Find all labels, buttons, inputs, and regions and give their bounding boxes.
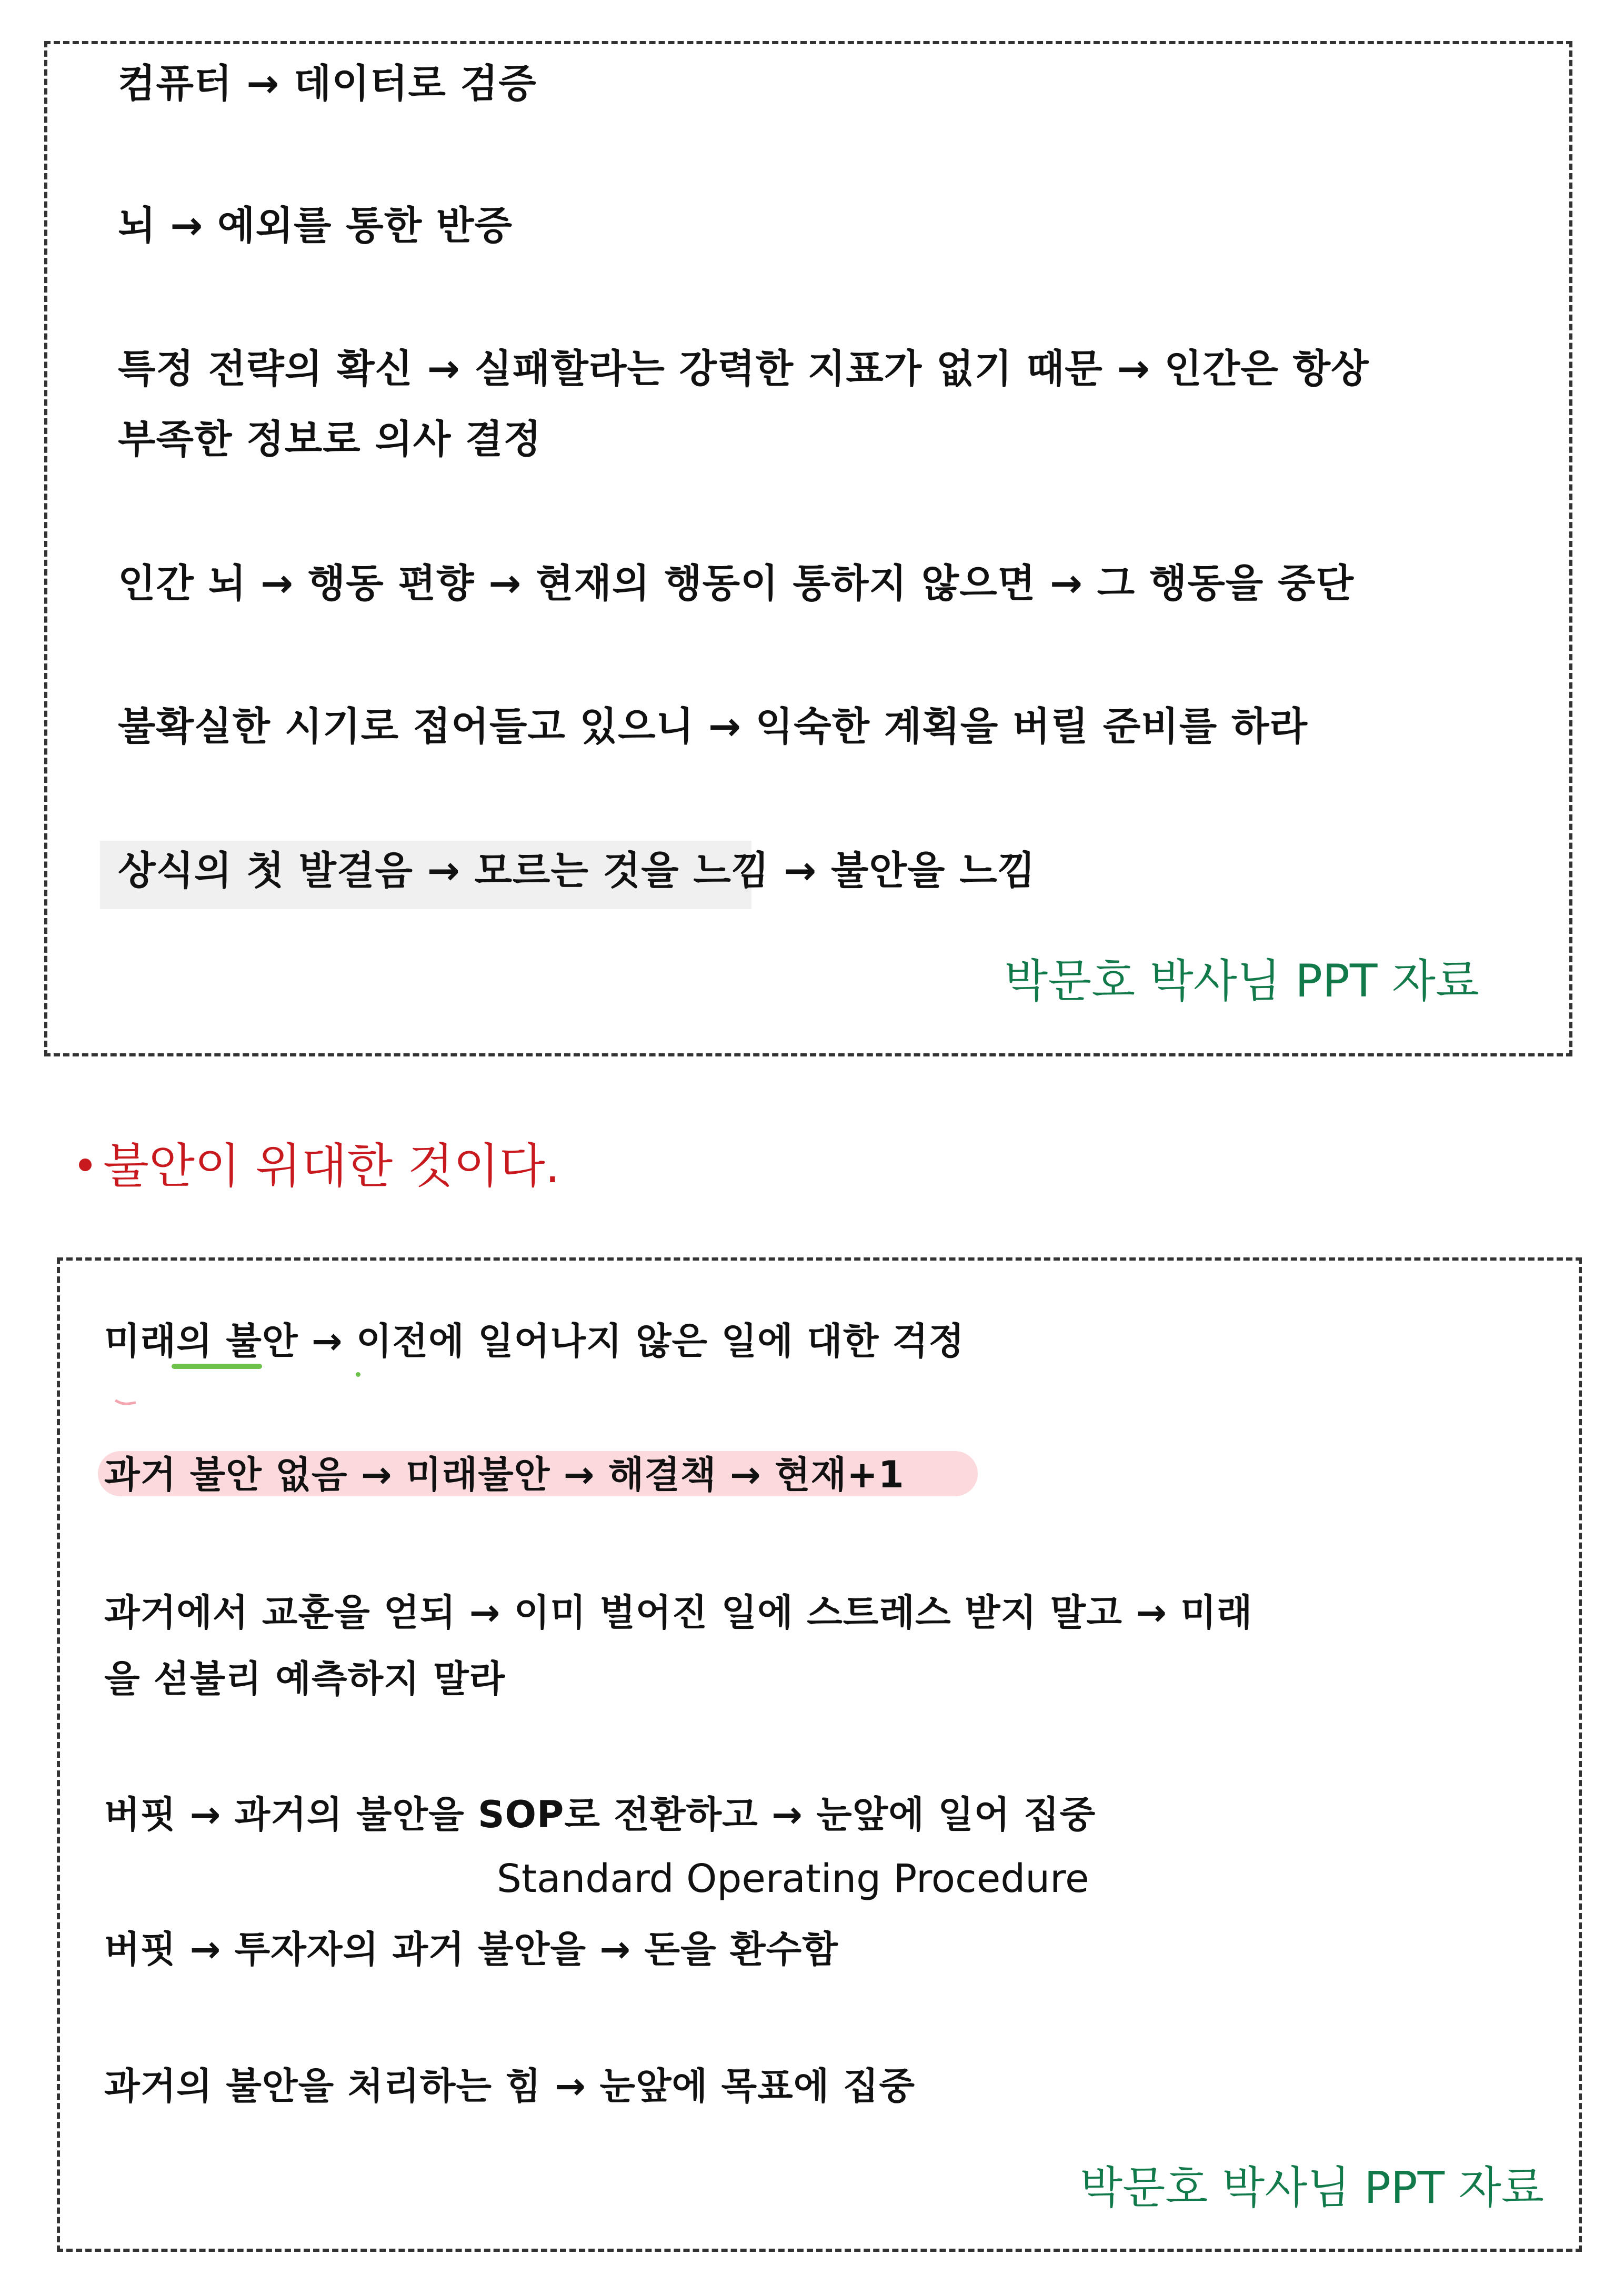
note-line: 과거에서 교훈을 얻되 → 이미 벌어진 일에 스트레스 받지 말고 → 미래 xyxy=(104,1591,1253,1634)
note-line: 미래의 불안 → 이전에 일어나지 않은 일에 대한 걱정 xyxy=(104,1320,965,1363)
note-line: 과거의 불안을 처리하는 힘 → 눈앞에 목표에 집중 xyxy=(104,2065,916,2108)
note-line: 인간 뇌 → 행동 편향 → 현재의 행동이 통하지 않으면 → 그 행동을 중단 xyxy=(118,561,1355,606)
note-line: 컴퓨터 → 데이터로 검증 xyxy=(118,61,537,106)
green-dot-mark xyxy=(356,1372,360,1377)
note-line: 상식의 첫 발걸음 → 모르는 것을 느낌 → 불안을 느낌 xyxy=(118,848,1036,893)
note-line: 불확실한 시기로 접어들고 있으니 → 익숙한 계획을 버릴 준비를 하라 xyxy=(118,704,1308,749)
green-underline-mark xyxy=(172,1364,262,1369)
note-line: 버핏 → 투자자의 과거 불안을 → 돈을 환수함 xyxy=(104,1928,838,1971)
note-line: 을 섣불리 예측하지 말라 xyxy=(104,1657,506,1700)
note-line: 부족한 정보로 의사 결정 xyxy=(118,417,542,462)
source-credit: 박문호 박사님 PPT 자료 xyxy=(1080,2162,1544,2213)
bullet-text: 불안이 위대한 것이다. xyxy=(103,1139,560,1194)
note-line: 뇌 → 예외를 통한 반증 xyxy=(118,203,513,248)
note-line: 버핏 → 과거의 불안을 SOP로 전환하고 → 눈앞에 일어 집중 xyxy=(104,1793,1096,1836)
sop-definition: Standard Operating Procedure xyxy=(497,1856,1089,1901)
bullet-dot-icon xyxy=(79,1159,92,1171)
note-line: 과거 불안 없음 → 미래불안 → 해결책 → 현재+1 xyxy=(104,1453,905,1496)
source-credit: 박문호 박사님 PPT 자료 xyxy=(1004,955,1479,1008)
note-line: 특정 전략의 확신 → 실패할라는 강력한 지표가 없기 때문 → 인간은 항상 xyxy=(118,346,1369,391)
bullet-item xyxy=(79,1139,560,1194)
